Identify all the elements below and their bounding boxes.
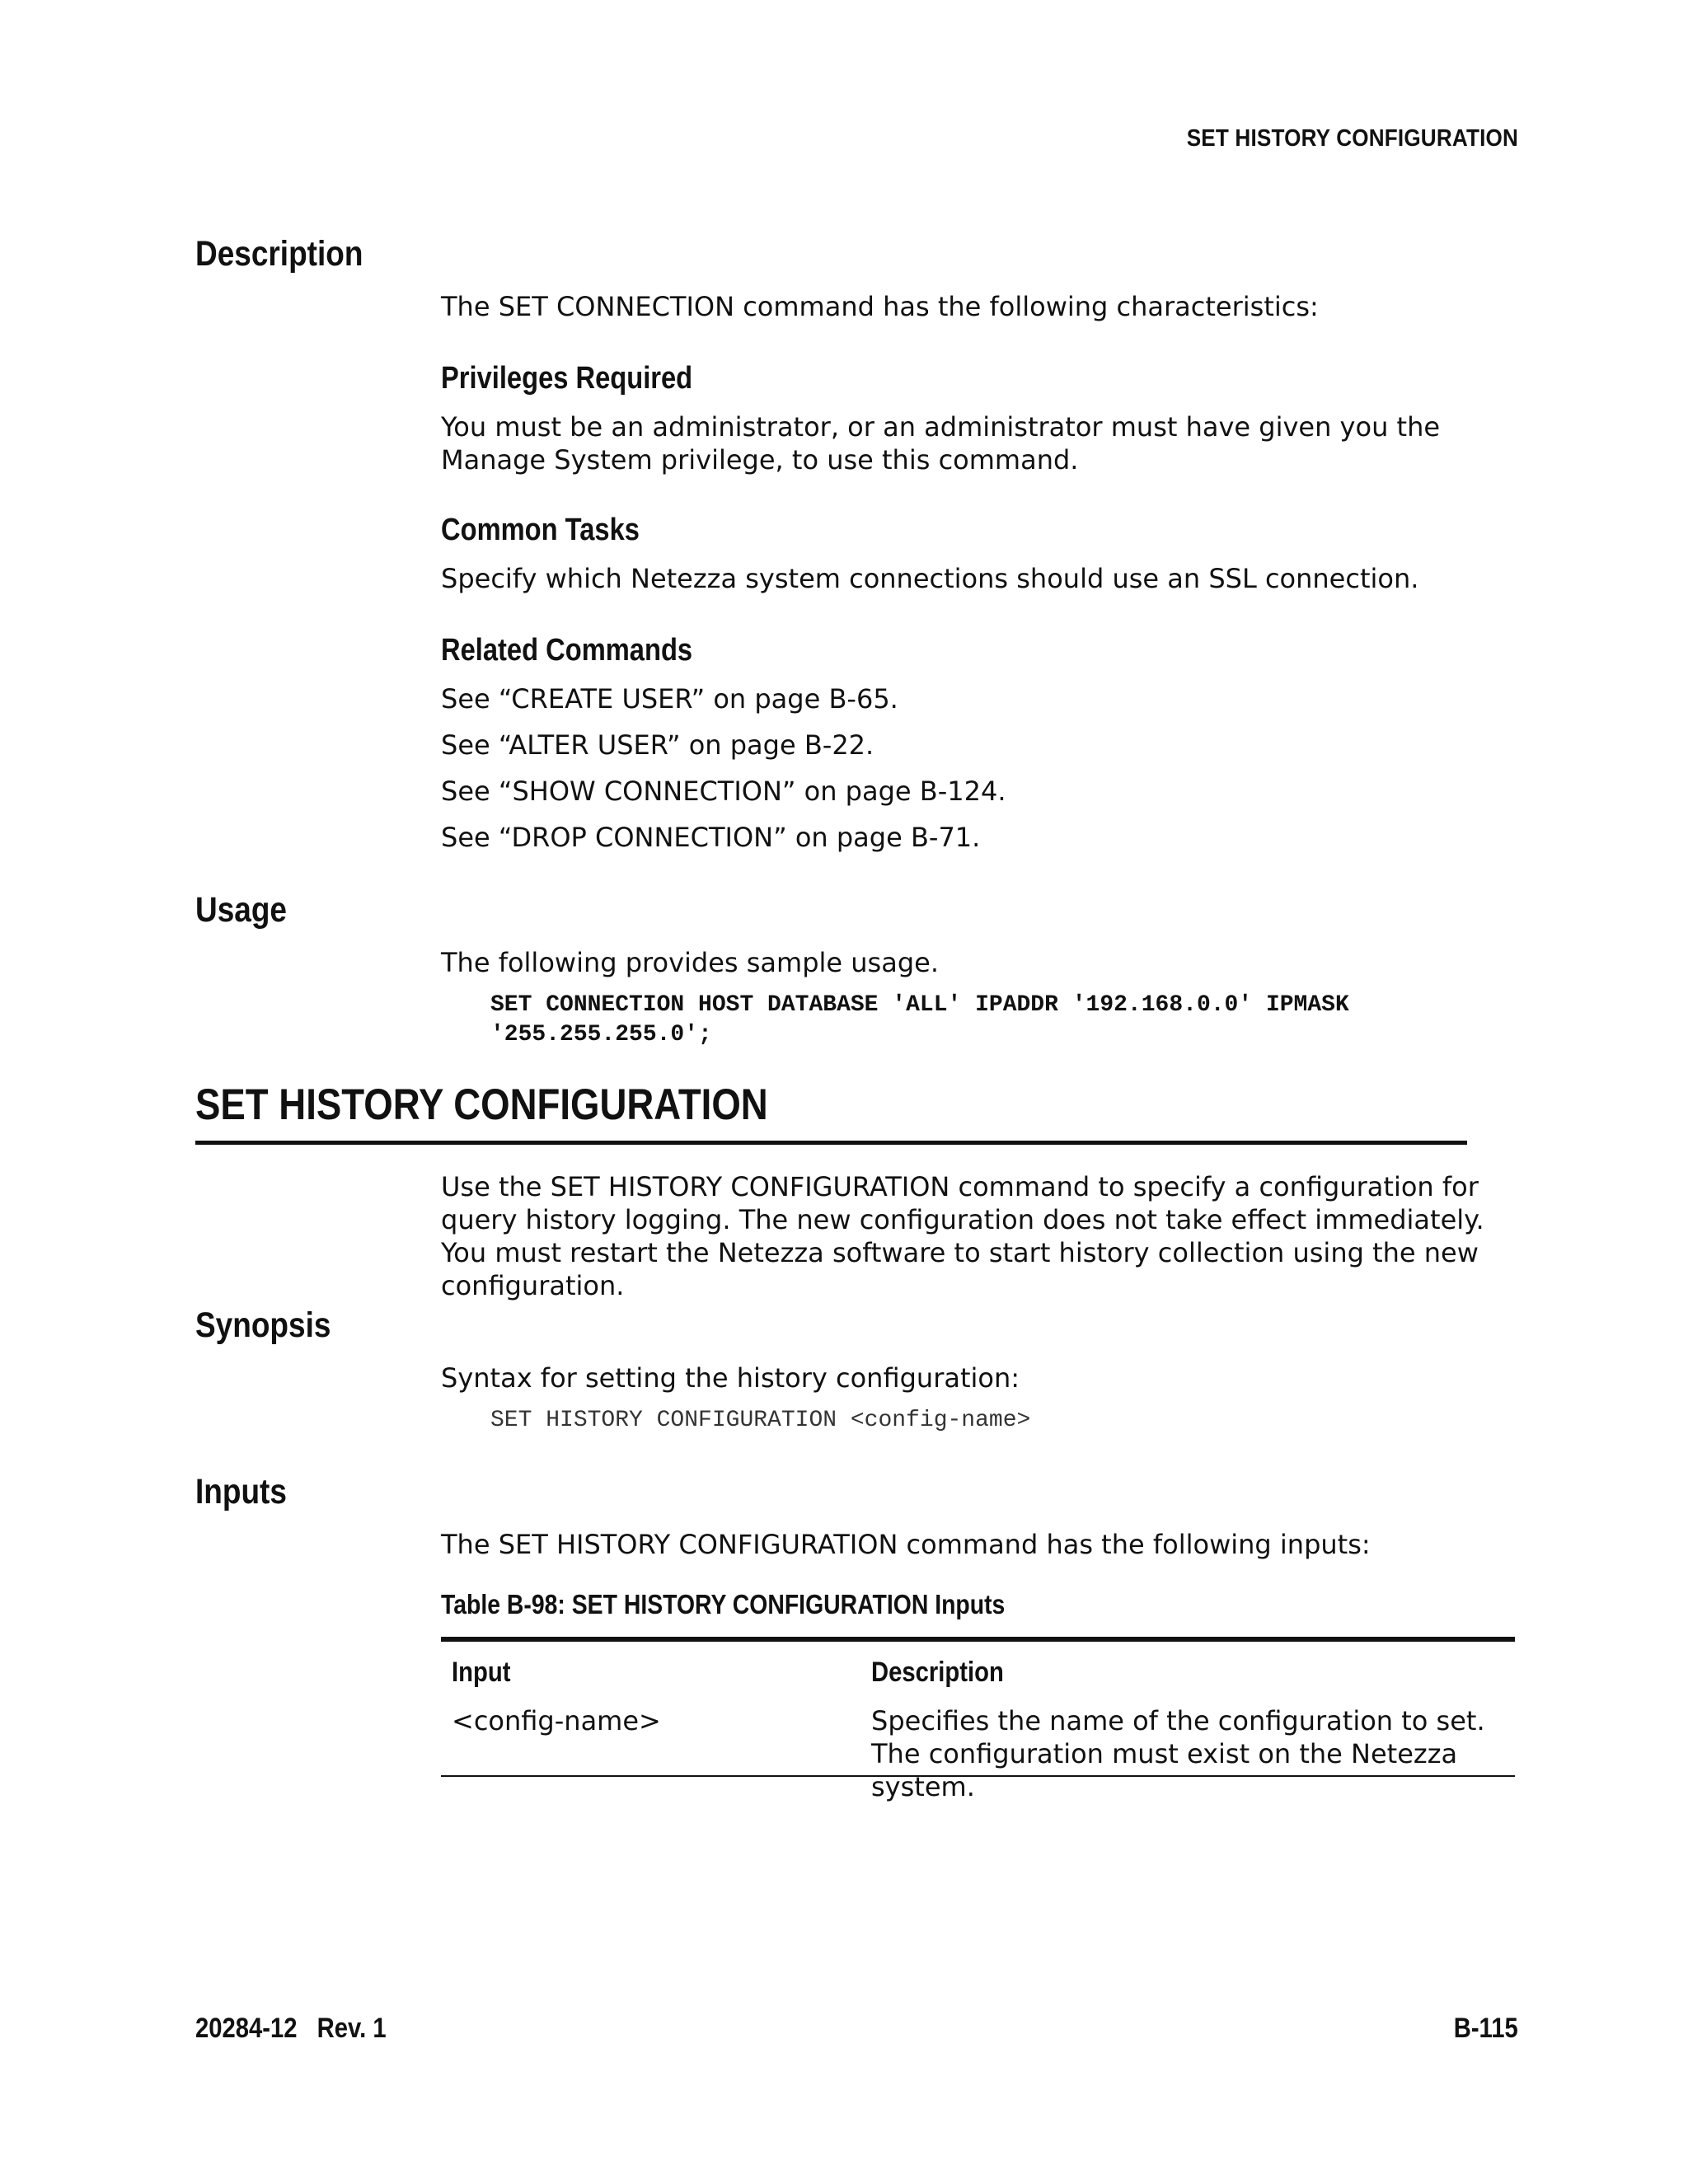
description-heading: Description xyxy=(195,234,363,274)
common-tasks-heading: Common Tasks xyxy=(441,513,640,547)
related-command-item[interactable]: See “CREATE USER” on page B-65. xyxy=(441,683,898,715)
related-command-item[interactable]: See “SHOW CONNECTION” on page B-124. xyxy=(441,776,1006,807)
related-command-item[interactable]: See “DROP CONNECTION” on page B-71. xyxy=(441,822,981,853)
set-history-intro: Use the SET HISTORY CONFIGURATION command to specify a configuration for query history logging. The new configuration does not take effect immediately. You must restart the Netezza software to start history collection using the new configuration. xyxy=(441,1171,1484,1301)
usage-code-line: SET CONNECTION HOST DATABASE 'ALL' IPADDR '192.168.0.0' IPMASK xyxy=(490,992,1349,1018)
running-header: SET HISTORY CONFIGURATION xyxy=(1186,125,1518,152)
usage-code-line: '255.255.255.0'; xyxy=(490,1022,712,1047)
page-number: B-115 xyxy=(1453,2013,1518,2044)
table-caption: Table B-98: SET HISTORY CONFIGURATION Inputs xyxy=(441,1589,1006,1619)
footer-doc-info xyxy=(195,2013,387,2045)
synopsis-intro: Syntax for setting the history configuration: xyxy=(441,1362,1020,1394)
page-title: SET HISTORY CONFIGURATION xyxy=(195,1080,768,1129)
table-row xyxy=(441,1699,1515,1802)
privileges-text: You must be an administrator, or an administrator must have given you the Manage System privilege, to use this command. xyxy=(441,411,1441,476)
privileges-heading: Privileges Required xyxy=(441,361,693,396)
usage-heading: Usage xyxy=(195,890,288,930)
common-tasks-text: Specify which Netezza system connections should use an SSL connection. xyxy=(441,563,1419,594)
table-header-row xyxy=(441,1642,1515,1699)
related-commands-heading: Related Commands xyxy=(441,633,693,668)
related-command-item[interactable]: See “ALTER USER” on page B-22. xyxy=(441,729,874,761)
synopsis-heading: Synopsis xyxy=(195,1305,331,1345)
input-cell: <config-name> xyxy=(452,1705,661,1736)
column-header-description: Description xyxy=(871,1657,1004,1688)
description-cell: Specifies the name of the configuration to set. The configuration must exist on the Netezza system. xyxy=(871,1705,1485,1802)
inputs-table xyxy=(441,1637,1515,1802)
title-rule xyxy=(195,1141,1467,1145)
doc-number: 20284-12 xyxy=(195,2013,298,2044)
column-header-input: Input xyxy=(452,1657,511,1688)
inputs-intro: The SET HISTORY CONFIGURATION command has the following inputs: xyxy=(441,1529,1371,1560)
doc-revision: Rev. 1 xyxy=(316,2013,387,2044)
usage-intro: The following provides sample usage. xyxy=(441,947,939,978)
inputs-heading: Inputs xyxy=(195,1472,287,1511)
synopsis-code: SET HISTORY CONFIGURATION <config-name> xyxy=(490,1408,1031,1433)
description-intro: The SET CONNECTION command has the following characteristics: xyxy=(441,291,1319,322)
